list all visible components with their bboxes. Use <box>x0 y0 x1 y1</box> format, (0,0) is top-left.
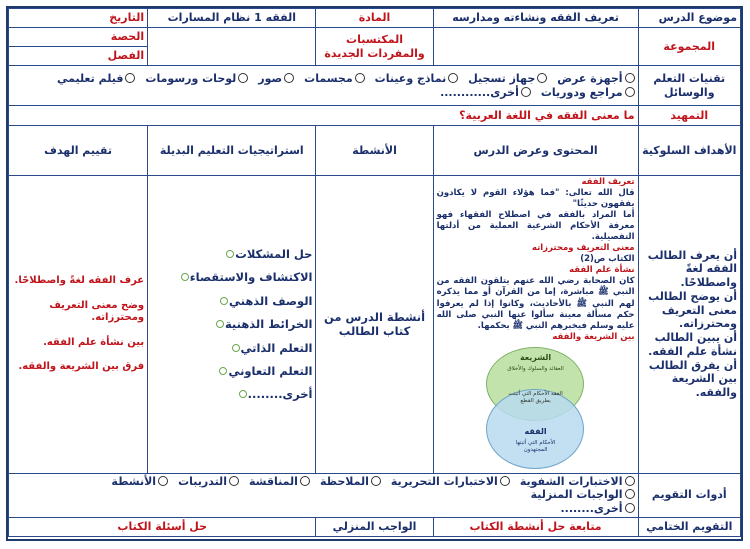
strategy-item <box>151 270 312 284</box>
col-objectives-header: الأهداف السلوكية <box>638 126 740 176</box>
radio-circle-icon[interactable] <box>625 476 635 486</box>
radio-circle-icon[interactable] <box>229 476 239 486</box>
col-strategies-header: استراتيجيات التعليم البديلة <box>148 126 316 176</box>
assessment-label: أدوات التقويم <box>638 473 740 517</box>
assessment-options-row2 <box>12 502 635 516</box>
option-label: المناقشة <box>248 474 298 488</box>
radio-circle-icon[interactable] <box>625 73 635 83</box>
strategy-label: التعلم الذاتي <box>240 340 313 355</box>
option-item[interactable] <box>320 475 381 489</box>
option-label: صور <box>258 71 283 85</box>
radio-circle-icon[interactable] <box>500 476 510 486</box>
option-item[interactable] <box>304 72 365 86</box>
radio-circle-icon[interactable] <box>238 73 248 83</box>
option-label: أخرى........ <box>560 502 623 516</box>
objective-item: أن يفرق الطالب بين الشريعة والفقه. <box>648 358 737 400</box>
evaluation-item: عرف الفقه لغةً واصطلاحًا. <box>14 275 145 287</box>
radio-circle-icon[interactable] <box>537 73 547 83</box>
option-item[interactable] <box>258 72 294 86</box>
radio-circle-icon[interactable] <box>284 73 294 83</box>
strategy-item <box>151 294 312 308</box>
col-evaluation-header: تقييم الهدف <box>9 126 148 176</box>
subject-label: موضوع الدرس <box>638 9 740 28</box>
date-label: التاريخ <box>9 9 148 28</box>
radio-circle-icon[interactable] <box>625 503 635 513</box>
course-value: الفقه 1 نظام المسارات <box>148 9 316 28</box>
objective-item: أن يعرف الطالب الفقه لغةً واصطلاحًا. <box>647 248 737 290</box>
option-item[interactable] <box>557 72 634 86</box>
option-label: أخرى............ <box>440 85 519 99</box>
radio-circle-icon[interactable] <box>355 73 365 83</box>
tools-label: تقنيات التعلم والوسائل <box>638 66 740 106</box>
strategy-label: الخرائط الذهنية <box>224 317 313 332</box>
assessment-options <box>9 473 639 517</box>
content-paragraph: كان الصحابة رضي الله عنهم يتلقون الفقه من النبي ﷺ مباشرة، إما من القرآن أو مما يذكره لهم النبي ﷺ بالأحاديث، وكانوا إذا لم يعرفوا حكم مسألة معينة سألوا عنها النبي صلى الله عليه وسلم فيخبرهم النبي ﷺ بحكمها. <box>436 276 635 331</box>
strategies-cell <box>148 176 316 474</box>
option-item[interactable] <box>178 475 239 489</box>
evaluation-item: فرق بين الشريعة والفقه. <box>18 361 145 373</box>
option-label: الواجبات المنزلية <box>530 488 623 502</box>
option-item[interactable] <box>111 475 168 489</box>
content-paragraph: أما المراد بالفقه في اصطلاح الفقهاء فهو معرفة الأحكام الشرعية العملية من أدلتها التفصيلية. <box>436 210 635 243</box>
course-label: المادة <box>316 9 433 28</box>
option-item[interactable] <box>531 488 635 502</box>
evaluation-item: وضح معنى التعريف ومحترزاته. <box>49 299 145 324</box>
col-content-header: المحتوى وعرض الدرس <box>433 126 638 176</box>
intro-question: ما معنى الفقه في اللغة العربية؟ <box>9 106 639 126</box>
option-item[interactable] <box>57 72 135 86</box>
strategy-item <box>151 317 312 331</box>
venn-bottom-sublabel: الأحكام التي أثبتها المجتهدون <box>515 439 556 453</box>
option-label: الاختبارات الشفوية <box>519 474 623 488</box>
bullet-circle-icon <box>232 344 240 352</box>
strategy-label: الوصف الذهني <box>228 293 313 308</box>
radio-circle-icon[interactable] <box>625 87 635 97</box>
bullet-circle-icon <box>181 273 189 281</box>
option-item[interactable] <box>440 86 531 100</box>
content-heading: نشأة علم الفقه <box>569 265 635 276</box>
option-label: لوحات ورسومات <box>145 71 237 85</box>
option-item[interactable] <box>520 475 635 489</box>
option-item[interactable] <box>375 72 459 86</box>
homework-label: الواجب المنزلي <box>316 517 433 536</box>
objective-item: أن يبين الطالب نشأة علم الفقه. <box>648 331 737 358</box>
content-cell <box>433 176 638 474</box>
evaluation-item: بين نشأة علم الفقه. <box>43 336 145 348</box>
bullet-circle-icon <box>216 320 224 328</box>
lesson-plan-sheet <box>6 6 743 541</box>
option-item[interactable] <box>560 502 634 516</box>
radio-circle-icon[interactable] <box>300 476 310 486</box>
venn-overlap-label: الفقه الأحكام التي أثبتت بطريق القطع <box>508 390 563 404</box>
option-label: مجسمات <box>304 71 353 85</box>
assessment-options-row1 <box>12 475 635 503</box>
option-label: الأنشطة <box>111 474 157 488</box>
lesson-plan-table <box>8 8 741 537</box>
venn-top-label: الشريعة <box>519 352 552 362</box>
option-label: الملاحظة <box>319 474 369 488</box>
period-label: الحصة <box>9 28 148 47</box>
sharia-fiqh-venn-diagram <box>481 347 591 472</box>
strategy-item <box>151 247 312 261</box>
option-item[interactable] <box>468 72 547 86</box>
group-value <box>433 28 638 66</box>
content-heading: معنى التعريف ومحترزاته <box>531 243 635 254</box>
option-item[interactable] <box>145 72 248 86</box>
homework-value: حل أسئلة الكتاب <box>9 517 316 536</box>
option-label: مراجع ودوريات <box>540 85 623 99</box>
col-activities-header: الأنشطة <box>316 126 433 176</box>
bullet-circle-icon <box>226 250 234 258</box>
group-label: المجموعة <box>638 28 740 66</box>
strategy-label: التعلم التعاوني <box>228 363 313 378</box>
bullet-circle-icon <box>239 390 247 398</box>
class-label: الفصل <box>9 47 148 66</box>
bullet-circle-icon <box>219 367 227 375</box>
strategy-item <box>151 387 312 401</box>
strategy-label: الاكتشاف والاستقصاء <box>189 270 313 285</box>
option-label: فيلم تعليمي <box>56 71 124 85</box>
option-item[interactable] <box>541 86 635 100</box>
activities-cell: أنشطة الدرس من كتاب الطالب <box>316 176 433 474</box>
radio-circle-icon[interactable] <box>521 87 531 97</box>
final-eval-label: التقويم الختامي <box>638 517 740 536</box>
option-label: الاختبارات التحريرية <box>390 474 498 488</box>
venn-bottom-label: الفقه <box>524 426 547 436</box>
strategy-label: أخرى........ <box>247 387 313 402</box>
option-label: جهاز تسجيل <box>468 71 536 85</box>
objective-item: أن يوضح الطالب معنى التعريف ومحترزاته. <box>648 289 737 331</box>
radio-circle-icon[interactable] <box>158 476 168 486</box>
radio-circle-icon[interactable] <box>371 476 381 486</box>
strategies-list <box>151 247 312 402</box>
vocab-value <box>148 28 316 66</box>
option-label: التدريبات <box>178 474 227 488</box>
content-heading: الكتاب ص(2) <box>580 254 635 265</box>
objectives-cell <box>638 176 740 474</box>
radio-circle-icon[interactable] <box>625 489 635 499</box>
content-heading: بين الشريعة والفقه <box>552 331 635 342</box>
radio-circle-icon[interactable] <box>125 73 135 83</box>
option-item[interactable] <box>391 475 510 489</box>
radio-circle-icon[interactable] <box>448 73 458 83</box>
strategy-item <box>151 364 312 378</box>
bullet-circle-icon <box>220 297 228 305</box>
option-label: أجهزة عرض <box>557 71 623 85</box>
venn-top-sublabel: العقائد والسلوك والأخلاق <box>507 365 564 372</box>
final-eval-value: متابعة حل أنشطة الكتاب <box>433 517 638 536</box>
tools-options <box>9 66 639 106</box>
tools-options-row2 <box>12 86 635 100</box>
content-paragraph: قال الله تعالى: "فما هؤلاء القوم لا يكادون يفقهون حديثًا" <box>436 188 635 210</box>
tools-options-row1 <box>12 72 635 86</box>
option-label: نماذج وعينات <box>374 71 447 85</box>
content-heading: تعريف الفقه <box>581 177 635 187</box>
intro-label: التمهيد <box>638 106 740 126</box>
strategy-item <box>151 341 312 355</box>
evaluation-cell <box>9 176 148 474</box>
subject-value: تعريف الفقه ونشاءته ومدارسه <box>433 9 638 28</box>
strategy-label: حل المشكلات <box>235 247 313 262</box>
vocab-label: المكتسبات والمفردات الجديدة <box>316 28 433 66</box>
option-item[interactable] <box>249 475 310 489</box>
